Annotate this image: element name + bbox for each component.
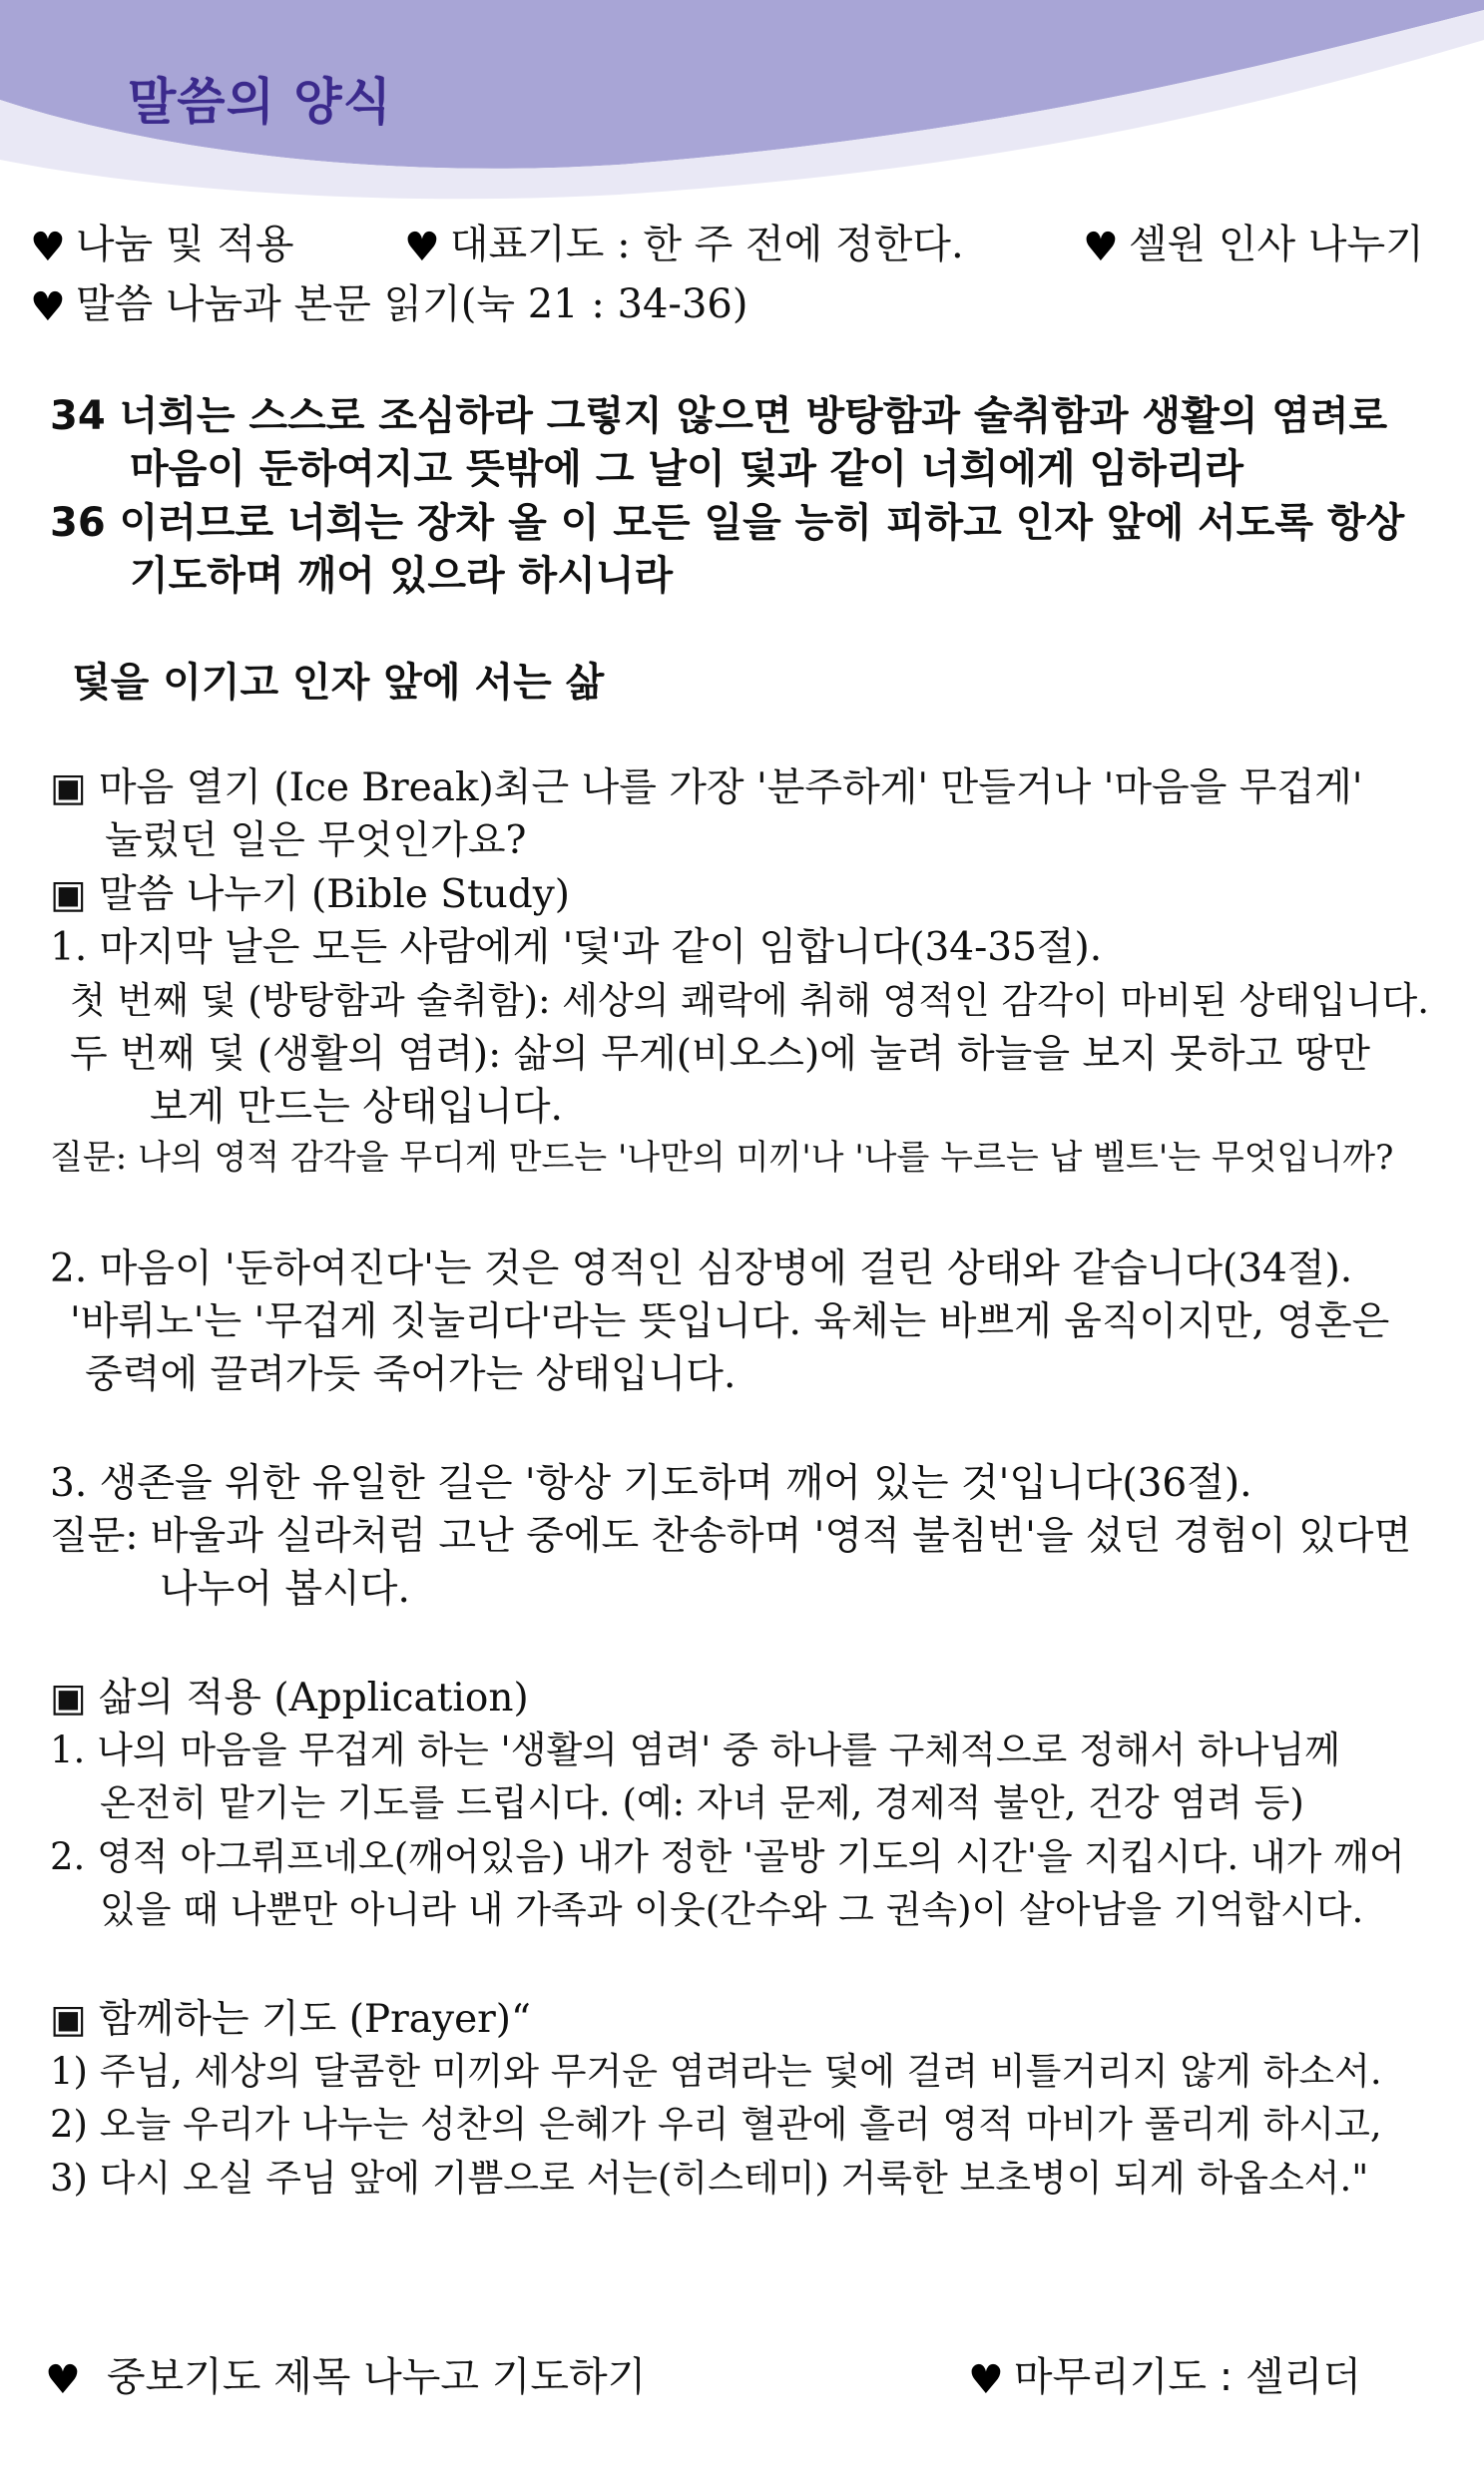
application-1-line1: 1. 나의 마음을 무겁게 하는 '생활의 염려' 중 하나를 구체적으로 정해서 하나님께 (50, 1729, 1341, 1771)
verse-36-line2: 기도하며 깨어 있으라 하시니라 (130, 553, 674, 599)
q1-line1: 1. 마지막 날은 모든 사람에게 '덫'과 같이 임합니다(34-35절). (50, 925, 1103, 970)
q3-line3: 나누어 봅시다. (160, 1567, 410, 1612)
heart-icon: ♥ (30, 284, 66, 330)
section-heading: 말씀 나누기 (Bible Study) (98, 872, 571, 917)
verse-34-line1: 34 너희는 스스로 조심하라 그렇지 않으면 방탕함과 술취함과 생활의 염려로 (50, 393, 1388, 439)
ice-break-line1 (50, 756, 1363, 812)
order-item-reading (30, 272, 747, 330)
prayer-heading (50, 1988, 531, 2044)
q2-line1: 2. 마음이 '둔하여진다'는 것은 영적인 심장병에 걸린 상태와 같습니다(34절). (50, 1246, 1353, 1291)
order-item-label: 나눔 및 적용 (75, 222, 294, 267)
footer-left-label: 중보기도 제목 나누고 기도하기 (106, 2354, 647, 2400)
q3-question: 질문: 바울과 실라처럼 고난 중에도 찬송하며 '영적 불침번'을 섰던 경험이 있다면 (50, 1514, 1412, 1559)
footer-intercession (45, 2345, 646, 2403)
heart-icon: ♥ (45, 2357, 81, 2403)
square-bullet-icon: ▣ (50, 1997, 87, 2042)
sermon-title: 덫을 이기고 인자 앞에 서는 삶 (72, 660, 605, 706)
verse-36-line1: 36 이러므로 너희는 장차 올 이 모든 일을 능히 피하고 인자 앞에 서도록 항상 (50, 500, 1405, 546)
order-item-label: 대표기도 : 한 주 전에 정한다. (449, 222, 964, 267)
square-bullet-icon: ▣ (50, 1676, 87, 1721)
prayer-3: 3) 다시 오실 주님 앞에 기쁨으로 서는(히스테미) 거룩한 보초병이 되게 하옵소서." (50, 2157, 1369, 2200)
q1-question: 질문: 나의 영적 감각을 무디게 만드는 '나만의 미끼'나 '나를 누르는 납 벨트'는 무엇입니까? (50, 1138, 1394, 1178)
q2-line2: '바뤼노'는 '무겁게 짓눌리다'라는 뜻입니다. 육체는 바쁘게 움직이지만, 영혼은 (70, 1299, 1390, 1344)
application-heading (50, 1667, 529, 1723)
heart-icon: ♥ (1083, 225, 1119, 270)
heart-icon: ♥ (968, 2357, 1004, 2403)
q1-line4: 보게 만드는 상태입니다. (150, 1085, 563, 1130)
ice-break-text: 마음 열기 (Ice Break)최근 나를 가장 '분주하게' 만들거나 '마음을 무겁게' (98, 765, 1363, 810)
verse-34-line2: 마음이 둔하여지고 뜻밖에 그 날이 덫과 같이 너희에게 임하리라 (130, 446, 1244, 492)
q2-line3: 중력에 끌려가듯 죽어가는 상태입니다. (85, 1352, 737, 1397)
q3-line1: 3. 생존을 위한 유일한 길은 '항상 기도하며 깨어 있는 것'입니다(36절). (50, 1461, 1252, 1506)
footer-closing-prayer (968, 2345, 1361, 2403)
bible-study-heading (50, 863, 570, 919)
application-2-line2: 있을 때 나뿐만 아니라 내 가족과 이웃(간수와 그 권속)이 살아남을 기억합시다. (100, 1888, 1364, 1931)
application-1-line2: 온전히 맡기는 기도를 드립시다. (예: 자녀 문제, 경제적 불안, 건강 염려 등) (100, 1781, 1304, 1824)
order-item-greeting (1083, 213, 1424, 270)
prayer-2: 2) 오늘 우리가 나누는 성찬의 은혜가 우리 혈관에 흘러 영적 마비가 풀리게 하시고, (50, 2103, 1382, 2146)
order-item-sharing (30, 213, 294, 270)
heart-icon: ♥ (404, 225, 440, 270)
section-heading: 함께하는 기도 (Prayer)“ (98, 1997, 531, 2042)
order-item-representative-prayer (404, 213, 964, 270)
footer-right-label: 마무리기도 : 셀리더 (1013, 2354, 1361, 2400)
order-item-label: 셀원 인사 나누기 (1128, 222, 1424, 267)
heart-icon: ♥ (30, 225, 66, 270)
q1-line3: 두 번째 덫 (생활의 염려): 삶의 무게(비오스)에 눌려 하늘을 보지 못하고 땅만 (70, 1032, 1370, 1077)
application-2-line1: 2. 영적 아그뤼프네오(깨어있음) 내가 정한 '골방 기도의 시간'을 지킵시다. 내가 깨어 (50, 1835, 1405, 1878)
square-bullet-icon: ▣ (50, 765, 87, 810)
square-bullet-icon: ▣ (50, 872, 87, 917)
order-item-label: 말씀 나눔과 본문 읽기(눅 21 : 34-36) (75, 281, 748, 327)
q1-line2: 첫 번째 덫 (방탕함과 술취함): 세상의 쾌락에 취해 영적인 감각이 마비된 상태입니다. (70, 979, 1429, 1022)
prayer-1: 1) 주님, 세상의 달콤한 미끼와 무거운 염려라는 덫에 걸려 비틀거리지 않게 하소서. (50, 2050, 1382, 2093)
ice-break-line2: 눌렀던 일은 무엇인가요? (105, 818, 527, 863)
section-heading: 삶의 적용 (Application) (98, 1676, 529, 1721)
page-title: 말씀의 양식 (128, 73, 392, 131)
